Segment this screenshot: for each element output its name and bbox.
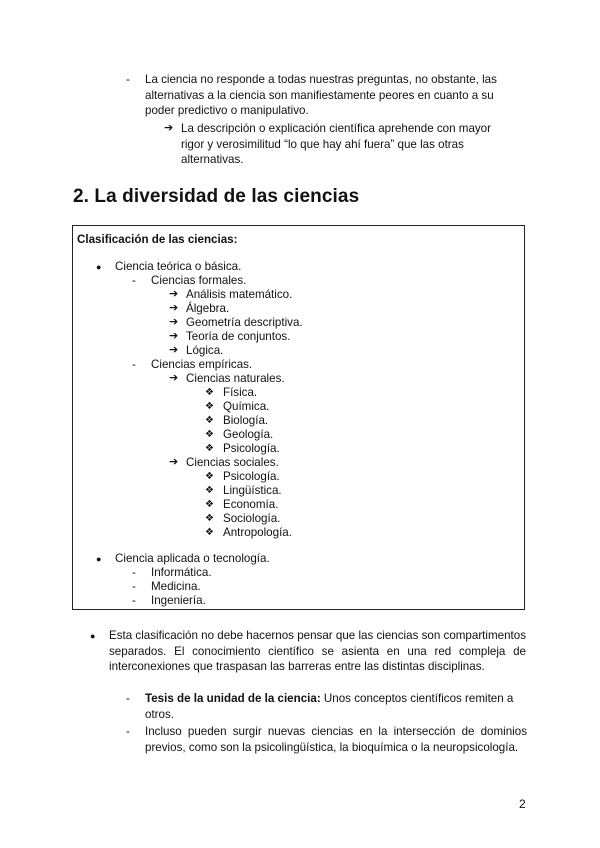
ciencias-sociales: Ciencias sociales. (186, 456, 279, 469)
arrow-icon: ➔ (169, 302, 179, 314)
ciencias-formales: Ciencias formales. (151, 274, 247, 287)
social-item: Economía. (223, 498, 279, 511)
dash-icon: - (126, 725, 130, 738)
aplicada-item: Medicina. (151, 580, 201, 593)
formal-item: Teoría de conjuntos. (186, 330, 291, 343)
arrow-icon: ➔ (169, 316, 179, 328)
arrow-icon: ➔ (169, 372, 179, 384)
social-item: Sociología. (223, 512, 281, 525)
ciencias-empiricas: Ciencias empíricas. (151, 358, 253, 371)
bullet-icon: ● (96, 554, 102, 564)
intro-sub-1: La descripción o explicación científica aprehende con mayor rigor y verosimilitud “lo que hay ahí fuera” que las otras alternativas. (181, 122, 491, 166)
diamond-icon: ❖ (205, 513, 214, 524)
clasificacion-paragraph: Esta clasificación no debe hacernos pensar que las ciencias son compartimentos separados. El conocimiento científico se asienta en una red compleja de interconexiones que traspasan las barreras entre las distintas disciplinas. (109, 629, 526, 673)
classification-box (72, 225, 525, 610)
incluso-item: Incluso pueden surgir nuevas ciencias en la intersección de dominios previos, como son la psicolingüística, la bioquímica o la neuropsicología. (145, 725, 527, 754)
intro-item-1: La ciencia no responde a todas nuestras preguntas, no obstante, las alternativas a la ciencia son manifiestamente peores en cuanto a su poder predictivo o manipulativo. (145, 73, 497, 117)
arrow-icon: ➔ (169, 456, 179, 468)
natural-item: Geología. (223, 428, 274, 441)
natural-item: Física. (223, 386, 258, 399)
page-number: 2 (519, 797, 526, 811)
social-item: Antropología. (223, 526, 292, 539)
dash-icon: - (132, 594, 136, 607)
dash-icon: - (126, 692, 130, 705)
tesis-item (145, 691, 527, 722)
dash-icon: - (132, 274, 136, 287)
formal-item: Álgebra. (186, 302, 230, 315)
formal-item: Geometría descriptiva. (186, 316, 303, 329)
natural-item: Química. (223, 400, 270, 413)
ciencia-aplicada: Ciencia aplicada o tecnología. (115, 552, 270, 565)
tesis-text: Unos conceptos científicos remiten a otros. (145, 692, 514, 721)
arrow-icon: ➔ (169, 344, 179, 356)
dash-icon: - (132, 566, 136, 579)
diamond-icon: ❖ (205, 443, 214, 454)
social-item: Lingüística. (223, 484, 282, 497)
diamond-icon: ❖ (205, 499, 214, 510)
natural-item: Psicología. (223, 442, 280, 455)
ciencias-naturales: Ciencias naturales. (186, 372, 285, 385)
box-title: Clasificación de las ciencias: (77, 233, 238, 246)
formal-item: Análisis matemático. (186, 288, 293, 301)
diamond-icon: ❖ (205, 429, 214, 440)
diamond-icon: ❖ (205, 387, 214, 398)
aplicada-item: Ingeniería. (151, 594, 206, 607)
diamond-icon: ❖ (205, 415, 214, 426)
bullet-icon: ● (96, 262, 102, 272)
diamond-icon: ❖ (205, 485, 214, 496)
dash-icon: - (132, 358, 136, 371)
dash-icon: - (132, 580, 136, 593)
bullet-icon: ● (90, 631, 96, 641)
arrow-icon: ➔ (169, 330, 179, 342)
formal-item: Lógica. (186, 344, 224, 357)
arrow-icon: ➔ (164, 122, 174, 134)
natural-item: Biología. (223, 414, 269, 427)
tesis-label: Tesis de la unidad de la ciencia: (145, 692, 321, 705)
diamond-icon: ❖ (205, 401, 214, 412)
social-item: Psicología. (223, 470, 280, 483)
intro-dash: - (126, 73, 130, 86)
section-heading: 2. La diversidad de las ciencias (73, 186, 360, 207)
ciencia-teorica: Ciencia teórica o básica. (115, 260, 242, 273)
arrow-icon: ➔ (169, 288, 179, 300)
diamond-icon: ❖ (205, 471, 214, 482)
aplicada-item: Informática. (151, 566, 212, 579)
diamond-icon: ❖ (205, 527, 214, 538)
